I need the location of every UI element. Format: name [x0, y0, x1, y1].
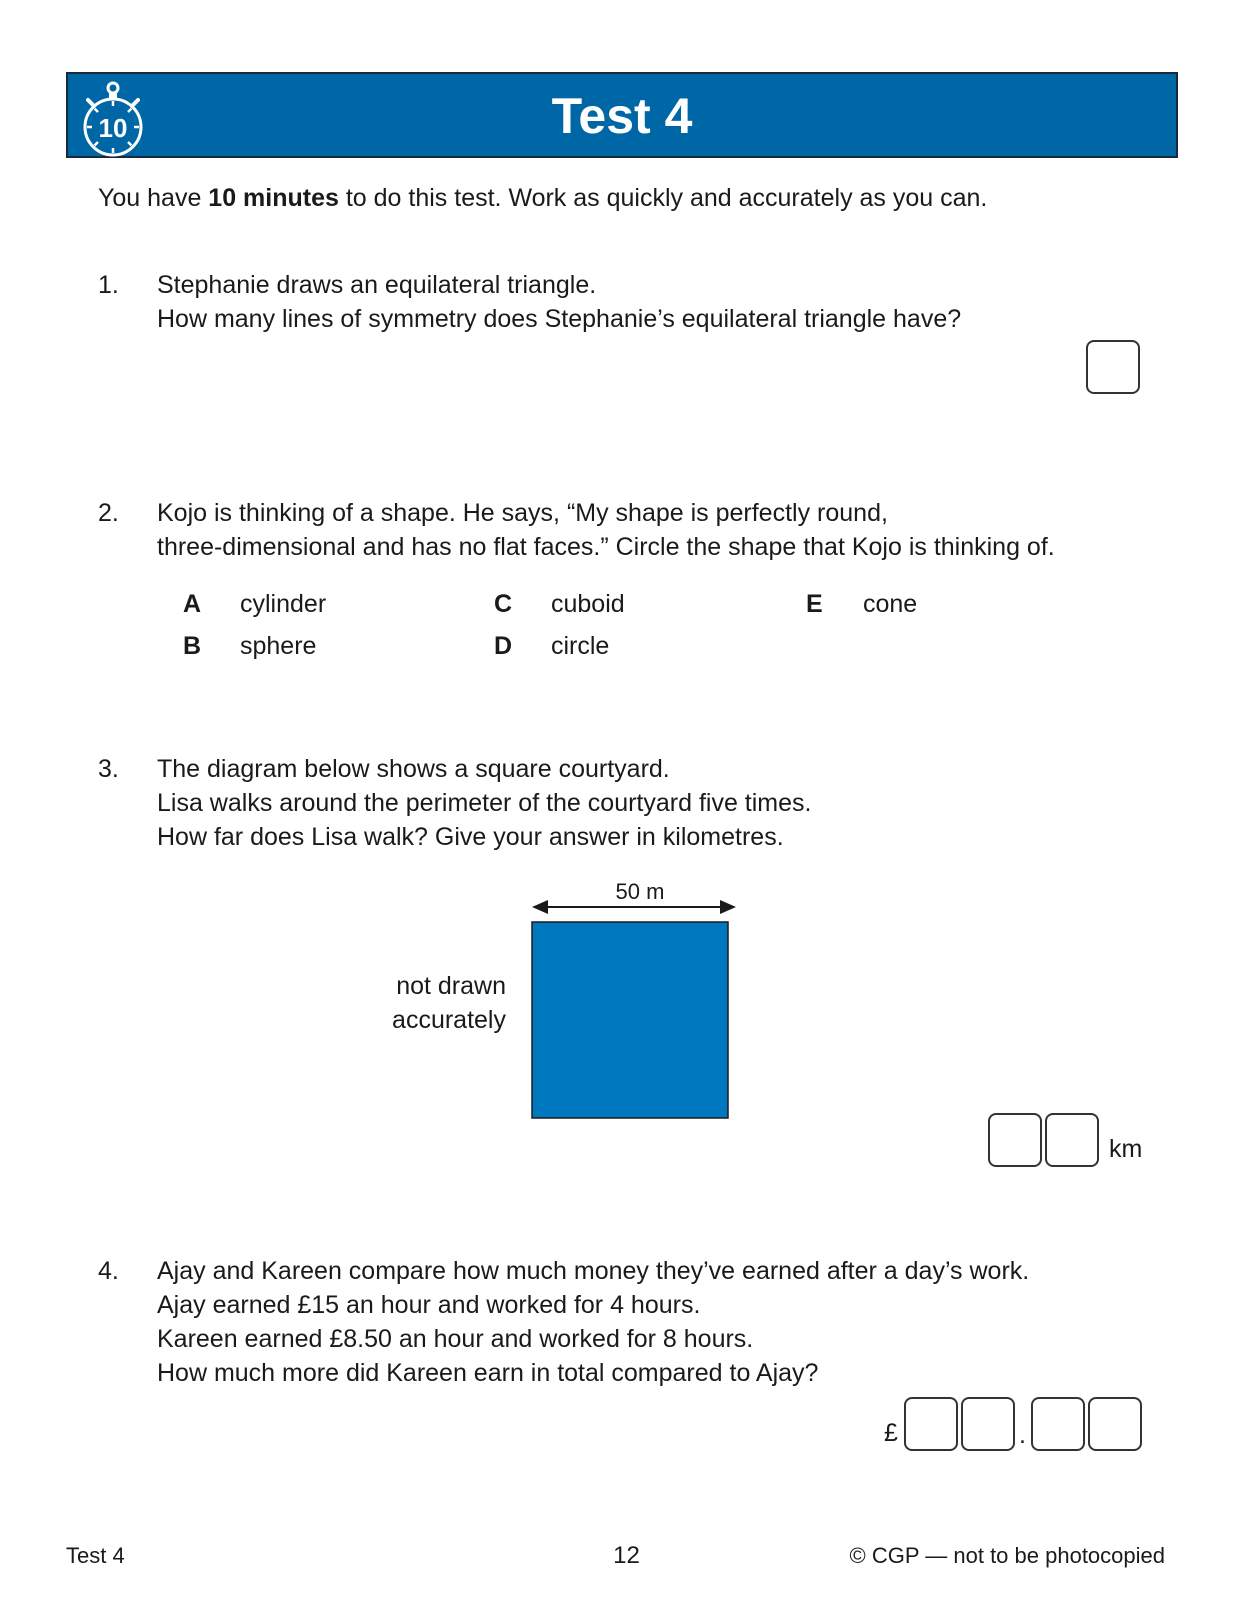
question-4-number: 4.	[98, 1257, 119, 1285]
option-cylinder[interactable]: cylinder	[240, 590, 327, 618]
diagram-note: not drawn	[396, 972, 506, 1000]
question-4-answer-box-3[interactable]	[1031, 1397, 1085, 1451]
question-3-answer-box-1[interactable]	[988, 1113, 1042, 1167]
option-letter: B	[183, 632, 202, 660]
arrow-right-icon	[720, 900, 736, 914]
question-2-text: Kojo is thinking of a shape. He says, “My shape is perfectly round, three-dimensional and has no flat faces.” Circle the shape that Kojo is thinking of.	[157, 499, 1055, 561]
option-letter: C	[494, 590, 513, 618]
question-1-number: 1.	[98, 271, 119, 299]
time-limit: 10 minutes	[208, 184, 339, 212]
footer-copyright: © CGP — not to be photocopied	[849, 1543, 1165, 1568]
question-4-answer-box-4[interactable]	[1088, 1397, 1142, 1451]
option-letter: A	[183, 590, 202, 618]
option-circle[interactable]: circle	[551, 632, 610, 660]
option-cone[interactable]: cone	[863, 590, 918, 618]
diagram-note: accurately	[392, 1006, 506, 1034]
question-3-number: 3.	[98, 755, 119, 783]
page-number: 12	[613, 1542, 640, 1569]
answer-unit: km	[1109, 1135, 1143, 1163]
option-letter: D	[494, 632, 513, 660]
timer-minutes: 10	[98, 113, 128, 143]
question-1-text: Stephanie draws an equilateral triangle. How many lines of symmetry does Stephanie’s equilateral triangle have?	[157, 271, 962, 333]
question-3-answer-box-2[interactable]	[1045, 1113, 1099, 1167]
currency-symbol: £	[884, 1419, 898, 1447]
footer-test-label: Test 4	[66, 1543, 125, 1568]
question-3-text: The diagram below shows a square courtyard. Lisa walks around the perimeter of the courtyard five times. How far does Lisa walk? Give your answer in kilometres.	[157, 755, 812, 851]
option-cuboid[interactable]: cuboid	[551, 590, 625, 618]
question-4-answer-box-2[interactable]	[961, 1397, 1015, 1451]
instructions: You have 10 minutes to do this test. Work as quickly and accurately as you can.	[98, 184, 988, 212]
option-sphere[interactable]: sphere	[240, 632, 317, 660]
question-4-text: Ajay and Kareen compare how much money they’ve earned after a day’s work. Ajay earned £15 an hour and worked for 4 hours. Kareen earned £8.50 an hour and worked for 8 hours. How much more did Kareen earn in total compared to Ajay?	[157, 1257, 1030, 1387]
page-title: Test 4	[551, 88, 693, 144]
square-courtyard	[532, 922, 728, 1118]
decimal-point: .	[1019, 1421, 1026, 1449]
dimension-label: 50 m	[615, 879, 665, 904]
question-2-number: 2.	[98, 499, 119, 527]
question-4-answer-box-1[interactable]	[904, 1397, 958, 1451]
arrow-left-icon	[532, 900, 548, 914]
option-letter: E	[806, 590, 823, 618]
